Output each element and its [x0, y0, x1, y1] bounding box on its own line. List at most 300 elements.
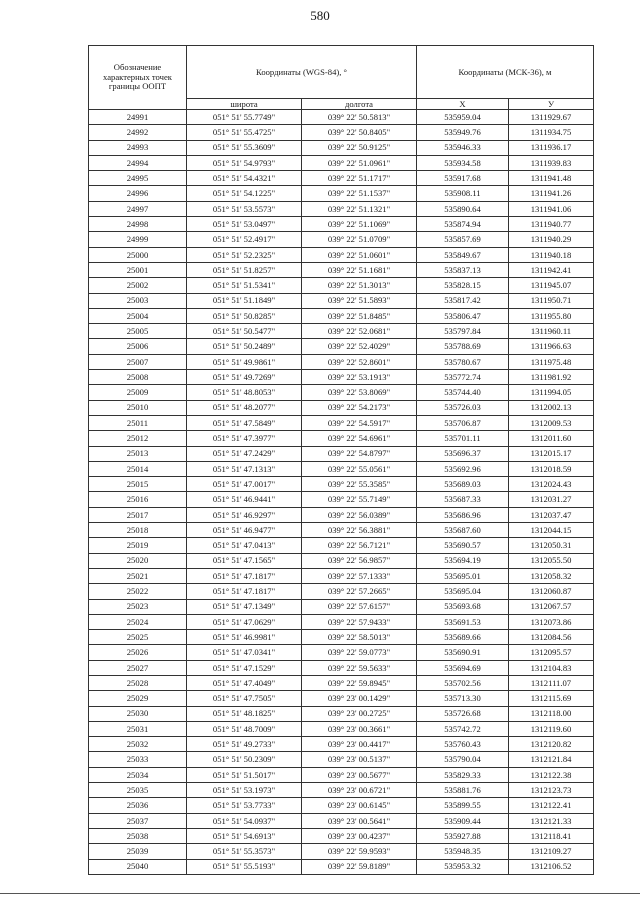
table-row [89, 568, 594, 583]
longitude-cell: 039° 22' 51.1321" [302, 201, 417, 216]
latitude-cell: 051° 51' 47.0341" [187, 645, 302, 660]
y-cell: 1311941.06 [509, 201, 594, 216]
latitude-cell: 051° 51' 47.1313" [187, 461, 302, 476]
longitude-cell: 039° 22' 57.2665" [302, 584, 417, 599]
latitude-cell: 051° 51' 51.1849" [187, 293, 302, 308]
x-cell: 535927.88 [417, 828, 509, 843]
x-cell: 535772.74 [417, 370, 509, 385]
y-cell: 1311929.67 [509, 110, 594, 125]
table-row [89, 691, 594, 706]
x-cell: 535686.96 [417, 507, 509, 522]
longitude-cell: 039° 22' 52.0681" [302, 324, 417, 339]
table-body [89, 110, 594, 875]
table-row [89, 553, 594, 568]
table-row [89, 262, 594, 277]
latitude-cell: 051° 51' 48.7009" [187, 721, 302, 736]
x-cell: 535881.76 [417, 783, 509, 798]
latitude-cell: 051° 51' 55.3609" [187, 140, 302, 155]
y-cell: 1311941.48 [509, 171, 594, 186]
latitude-cell: 051° 51' 47.5849" [187, 415, 302, 430]
longitude-cell: 039° 22' 57.1333" [302, 568, 417, 583]
latitude-cell: 051° 51' 46.9297" [187, 507, 302, 522]
table-row [89, 431, 594, 446]
longitude-cell: 039° 22' 58.5013" [302, 630, 417, 645]
point-id-cell: 25001 [89, 262, 187, 277]
x-cell: 535959.04 [417, 110, 509, 125]
longitude-cell: 039° 22' 53.8069" [302, 385, 417, 400]
longitude-cell: 039° 23' 00.2725" [302, 706, 417, 721]
x-cell: 535690.91 [417, 645, 509, 660]
latitude-cell: 051° 51' 55.4725" [187, 125, 302, 140]
y-cell: 1311941.26 [509, 186, 594, 201]
x-cell: 535696.37 [417, 446, 509, 461]
latitude-cell: 051° 51' 53.5573" [187, 201, 302, 216]
x-cell: 535949.76 [417, 125, 509, 140]
table-row [89, 783, 594, 798]
table-row [89, 110, 594, 125]
x-cell: 535934.58 [417, 155, 509, 170]
latitude-cell: 051° 51' 48.8053" [187, 385, 302, 400]
latitude-cell: 051° 51' 55.5193" [187, 859, 302, 874]
point-id-cell: 25038 [89, 828, 187, 843]
table-row [89, 614, 594, 629]
x-cell: 535806.47 [417, 308, 509, 323]
point-id-cell: 25005 [89, 324, 187, 339]
point-id-cell: 25029 [89, 691, 187, 706]
y-cell: 1312031.27 [509, 492, 594, 507]
point-id-cell: 25033 [89, 752, 187, 767]
latitude-cell: 051° 51' 47.1529" [187, 660, 302, 675]
x-cell: 535695.01 [417, 568, 509, 583]
longitude-cell: 039° 22' 51.1537" [302, 186, 417, 201]
y-cell: 1312050.31 [509, 538, 594, 553]
latitude-cell: 051° 51' 55.3573" [187, 844, 302, 859]
page-number: 580 [310, 8, 330, 23]
point-id-cell: 25002 [89, 278, 187, 293]
table-row [89, 324, 594, 339]
point-id-cell: 25037 [89, 813, 187, 828]
y-cell: 1312055.50 [509, 553, 594, 568]
point-id-cell: 25006 [89, 339, 187, 354]
longitude-cell: 039° 22' 56.7121" [302, 538, 417, 553]
table-row [89, 461, 594, 476]
y-cell: 1312104.83 [509, 660, 594, 675]
header-x: X [417, 99, 509, 110]
table-row [89, 217, 594, 232]
table-row [89, 645, 594, 660]
table-row [89, 201, 594, 216]
y-cell: 1312002.13 [509, 400, 594, 415]
table-row [89, 706, 594, 721]
x-cell: 535687.60 [417, 523, 509, 538]
latitude-cell: 051° 51' 53.7733" [187, 798, 302, 813]
latitude-cell: 051° 51' 55.7749" [187, 110, 302, 125]
point-id-cell: 25017 [89, 507, 187, 522]
x-cell: 535693.68 [417, 599, 509, 614]
latitude-cell: 051° 51' 51.5341" [187, 278, 302, 293]
longitude-cell: 039° 23' 00.5137" [302, 752, 417, 767]
latitude-cell: 051° 51' 47.1565" [187, 553, 302, 568]
latitude-cell: 051° 51' 53.0497" [187, 217, 302, 232]
x-cell: 535744.40 [417, 385, 509, 400]
y-cell: 1312121.84 [509, 752, 594, 767]
point-id-cell: 25019 [89, 538, 187, 553]
latitude-cell: 051° 51' 52.4917" [187, 232, 302, 247]
y-cell: 1312111.07 [509, 675, 594, 690]
header-point: Обозначение характерных точек границы ООПТ [89, 46, 187, 110]
latitude-cell: 051° 51' 54.4321" [187, 171, 302, 186]
latitude-cell: 051° 51' 47.3977" [187, 431, 302, 446]
y-cell: 1311994.05 [509, 385, 594, 400]
y-cell: 1312073.86 [509, 614, 594, 629]
latitude-cell: 051° 51' 47.2429" [187, 446, 302, 461]
table-row [89, 446, 594, 461]
x-cell: 535829.33 [417, 767, 509, 782]
longitude-cell: 039° 22' 57.9433" [302, 614, 417, 629]
longitude-cell: 039° 23' 00.1429" [302, 691, 417, 706]
x-cell: 535797.84 [417, 324, 509, 339]
table-row [89, 339, 594, 354]
x-cell: 535874.94 [417, 217, 509, 232]
point-id-cell: 25032 [89, 737, 187, 752]
table-row [89, 492, 594, 507]
y-cell: 1311939.83 [509, 155, 594, 170]
y-cell: 1312120.82 [509, 737, 594, 752]
longitude-cell: 039° 22' 52.8601" [302, 354, 417, 369]
longitude-cell: 039° 22' 51.3013" [302, 278, 417, 293]
point-id-cell: 25013 [89, 446, 187, 461]
point-id-cell: 25009 [89, 385, 187, 400]
point-id-cell: 25036 [89, 798, 187, 813]
y-cell: 1312118.00 [509, 706, 594, 721]
longitude-cell: 039° 22' 51.5893" [302, 293, 417, 308]
table-row [89, 813, 594, 828]
latitude-cell: 051° 51' 49.9861" [187, 354, 302, 369]
table-row [89, 507, 594, 522]
y-cell: 1312106.52 [509, 859, 594, 874]
latitude-cell: 051° 51' 50.2489" [187, 339, 302, 354]
longitude-cell: 039° 22' 59.8189" [302, 859, 417, 874]
latitude-cell: 051° 51' 51.8257" [187, 262, 302, 277]
table-row [89, 140, 594, 155]
table-row [89, 798, 594, 813]
table-row [89, 415, 594, 430]
longitude-cell: 039° 23' 00.5677" [302, 767, 417, 782]
y-cell: 1311942.41 [509, 262, 594, 277]
x-cell: 535689.03 [417, 477, 509, 492]
longitude-cell: 039° 22' 55.3585" [302, 477, 417, 492]
point-id-cell: 25034 [89, 767, 187, 782]
y-cell: 1312044.15 [509, 523, 594, 538]
point-id-cell: 25025 [89, 630, 187, 645]
table-row [89, 737, 594, 752]
longitude-cell: 039° 22' 51.1681" [302, 262, 417, 277]
point-id-cell: 24998 [89, 217, 187, 232]
x-cell: 535687.33 [417, 492, 509, 507]
point-id-cell: 25035 [89, 783, 187, 798]
point-id-cell: 25023 [89, 599, 187, 614]
latitude-cell: 051° 51' 49.7269" [187, 370, 302, 385]
y-cell: 1312119.60 [509, 721, 594, 736]
y-cell: 1312037.47 [509, 507, 594, 522]
point-id-cell: 25020 [89, 553, 187, 568]
longitude-cell: 039° 23' 00.4237" [302, 828, 417, 843]
point-id-cell: 24999 [89, 232, 187, 247]
point-id-cell: 25014 [89, 461, 187, 476]
point-id-cell: 25024 [89, 614, 187, 629]
longitude-cell: 039° 22' 57.6157" [302, 599, 417, 614]
table-row [89, 859, 594, 874]
point-id-cell: 24996 [89, 186, 187, 201]
y-cell: 1311975.48 [509, 354, 594, 369]
point-id-cell: 25031 [89, 721, 187, 736]
x-cell: 535692.96 [417, 461, 509, 476]
table-row [89, 538, 594, 553]
point-id-cell: 24994 [89, 155, 187, 170]
point-id-cell: 25028 [89, 675, 187, 690]
x-cell: 535742.72 [417, 721, 509, 736]
table-row [89, 844, 594, 859]
point-id-cell: 25039 [89, 844, 187, 859]
longitude-cell: 039° 22' 54.5917" [302, 415, 417, 430]
latitude-cell: 051° 51' 52.2325" [187, 247, 302, 262]
point-id-cell: 25008 [89, 370, 187, 385]
table-row [89, 721, 594, 736]
table-row [89, 400, 594, 415]
longitude-cell: 039° 22' 50.5813" [302, 110, 417, 125]
longitude-cell: 039° 23' 00.6145" [302, 798, 417, 813]
y-cell: 1312121.33 [509, 813, 594, 828]
point-id-cell: 25016 [89, 492, 187, 507]
longitude-cell: 039° 22' 54.2173" [302, 400, 417, 415]
point-id-cell: 25000 [89, 247, 187, 262]
coordinates-table [88, 45, 594, 875]
latitude-cell: 051° 51' 54.6913" [187, 828, 302, 843]
point-id-cell: 24997 [89, 201, 187, 216]
longitude-cell: 039° 22' 51.0961" [302, 155, 417, 170]
x-cell: 535817.42 [417, 293, 509, 308]
longitude-cell: 039° 22' 59.9593" [302, 844, 417, 859]
table-row [89, 155, 594, 170]
latitude-cell: 051° 51' 48.2077" [187, 400, 302, 415]
y-cell: 1311950.71 [509, 293, 594, 308]
latitude-cell: 051° 51' 47.1349" [187, 599, 302, 614]
header-latitude: широта [187, 99, 302, 110]
y-cell: 1312109.27 [509, 844, 594, 859]
y-cell: 1311940.29 [509, 232, 594, 247]
latitude-cell: 051° 51' 53.1973" [187, 783, 302, 798]
point-id-cell: 25026 [89, 645, 187, 660]
point-id-cell: 24991 [89, 110, 187, 125]
table-row [89, 278, 594, 293]
latitude-cell: 051° 51' 47.0413" [187, 538, 302, 553]
table-row [89, 630, 594, 645]
latitude-cell: 051° 51' 48.1825" [187, 706, 302, 721]
latitude-cell: 051° 51' 47.1817" [187, 568, 302, 583]
longitude-cell: 039° 22' 50.9125" [302, 140, 417, 155]
header-msk36: Координаты (МСК-36), м [417, 46, 594, 99]
bottom-divider [0, 893, 640, 894]
y-cell: 1311940.77 [509, 217, 594, 232]
table-row [89, 660, 594, 675]
x-cell: 535695.04 [417, 584, 509, 599]
x-cell: 535837.13 [417, 262, 509, 277]
y-cell: 1312122.38 [509, 767, 594, 782]
y-cell: 1312009.53 [509, 415, 594, 430]
point-id-cell: 24992 [89, 125, 187, 140]
y-cell: 1311945.07 [509, 278, 594, 293]
point-id-cell: 25018 [89, 523, 187, 538]
longitude-cell: 039° 22' 51.8485" [302, 308, 417, 323]
latitude-cell: 051° 51' 47.4049" [187, 675, 302, 690]
longitude-cell: 039° 22' 55.7149" [302, 492, 417, 507]
longitude-cell: 039° 22' 54.8797" [302, 446, 417, 461]
x-cell: 535948.35 [417, 844, 509, 859]
longitude-cell: 039° 22' 53.1913" [302, 370, 417, 385]
y-cell: 1312122.41 [509, 798, 594, 813]
latitude-cell: 051° 51' 54.0937" [187, 813, 302, 828]
longitude-cell: 039° 22' 59.5633" [302, 660, 417, 675]
latitude-cell: 051° 51' 46.9477" [187, 523, 302, 538]
x-cell: 535828.15 [417, 278, 509, 293]
point-id-cell: 25030 [89, 706, 187, 721]
y-cell: 1311934.75 [509, 125, 594, 140]
header-wgs84: Координаты (WGS-84), ° [187, 46, 417, 99]
table-row [89, 247, 594, 262]
y-cell: 1312123.73 [509, 783, 594, 798]
x-cell: 535780.67 [417, 354, 509, 369]
y-cell: 1312060.87 [509, 584, 594, 599]
table-row [89, 293, 594, 308]
x-cell: 535760.43 [417, 737, 509, 752]
point-id-cell: 24995 [89, 171, 187, 186]
header-row-main [89, 46, 594, 99]
latitude-cell: 051° 51' 49.2733" [187, 737, 302, 752]
table-row [89, 477, 594, 492]
y-cell: 1311966.63 [509, 339, 594, 354]
x-cell: 535726.03 [417, 400, 509, 415]
latitude-cell: 051° 51' 47.0629" [187, 614, 302, 629]
latitude-cell: 051° 51' 46.9441" [187, 492, 302, 507]
table-row [89, 767, 594, 782]
header-y: У [509, 99, 594, 110]
table-row [89, 599, 594, 614]
longitude-cell: 039° 22' 54.6961" [302, 431, 417, 446]
point-id-cell: 25022 [89, 584, 187, 599]
y-cell: 1312018.59 [509, 461, 594, 476]
point-id-cell: 25027 [89, 660, 187, 675]
latitude-cell: 051° 51' 51.5017" [187, 767, 302, 782]
header-longitude: долгота [302, 99, 417, 110]
table-row [89, 171, 594, 186]
latitude-cell: 051° 51' 50.5477" [187, 324, 302, 339]
table-row [89, 370, 594, 385]
longitude-cell: 039° 23' 00.3661" [302, 721, 417, 736]
latitude-cell: 051° 51' 47.0017" [187, 477, 302, 492]
y-cell: 1312058.32 [509, 568, 594, 583]
point-id-cell: 25011 [89, 415, 187, 430]
point-id-cell: 25015 [89, 477, 187, 492]
y-cell: 1312084.56 [509, 630, 594, 645]
longitude-cell: 039° 22' 56.0389" [302, 507, 417, 522]
latitude-cell: 051° 51' 54.9793" [187, 155, 302, 170]
y-cell: 1311981.92 [509, 370, 594, 385]
x-cell: 535691.53 [417, 614, 509, 629]
point-id-cell: 25004 [89, 308, 187, 323]
point-id-cell: 25010 [89, 400, 187, 415]
table-row [89, 828, 594, 843]
x-cell: 535849.67 [417, 247, 509, 262]
x-cell: 535790.04 [417, 752, 509, 767]
y-cell: 1312024.43 [509, 477, 594, 492]
y-cell: 1312067.57 [509, 599, 594, 614]
longitude-cell: 039° 23' 00.6721" [302, 783, 417, 798]
longitude-cell: 039° 22' 55.0561" [302, 461, 417, 476]
y-cell: 1311955.80 [509, 308, 594, 323]
longitude-cell: 039° 23' 00.5641" [302, 813, 417, 828]
latitude-cell: 051° 51' 50.2309" [187, 752, 302, 767]
longitude-cell: 039° 22' 59.0773" [302, 645, 417, 660]
longitude-cell: 039° 22' 56.3881" [302, 523, 417, 538]
longitude-cell: 039° 23' 00.4417" [302, 737, 417, 752]
x-cell: 535702.56 [417, 675, 509, 690]
table-row [89, 354, 594, 369]
latitude-cell: 051° 51' 46.9981" [187, 630, 302, 645]
point-id-cell: 25003 [89, 293, 187, 308]
point-id-cell: 25007 [89, 354, 187, 369]
y-cell: 1311936.17 [509, 140, 594, 155]
table-row [89, 232, 594, 247]
latitude-cell: 051° 51' 47.1817" [187, 584, 302, 599]
x-cell: 535899.55 [417, 798, 509, 813]
x-cell: 535701.11 [417, 431, 509, 446]
y-cell: 1312115.69 [509, 691, 594, 706]
point-id-cell: 24993 [89, 140, 187, 155]
longitude-cell: 039° 22' 56.9857" [302, 553, 417, 568]
latitude-cell: 051° 51' 54.1225" [187, 186, 302, 201]
table-row [89, 125, 594, 140]
x-cell: 535788.69 [417, 339, 509, 354]
latitude-cell: 051° 51' 50.8285" [187, 308, 302, 323]
longitude-cell: 039° 22' 51.0709" [302, 232, 417, 247]
x-cell: 535917.68 [417, 171, 509, 186]
x-cell: 535953.32 [417, 859, 509, 874]
table-row [89, 752, 594, 767]
x-cell: 535706.87 [417, 415, 509, 430]
x-cell: 535694.19 [417, 553, 509, 568]
table-row [89, 308, 594, 323]
y-cell: 1312011.60 [509, 431, 594, 446]
longitude-cell: 039° 22' 52.4029" [302, 339, 417, 354]
point-id-cell: 25012 [89, 431, 187, 446]
table-row [89, 385, 594, 400]
x-cell: 535726.68 [417, 706, 509, 721]
y-cell: 1312118.41 [509, 828, 594, 843]
y-cell: 1311960.11 [509, 324, 594, 339]
x-cell: 535713.30 [417, 691, 509, 706]
y-cell: 1312095.57 [509, 645, 594, 660]
y-cell: 1312015.17 [509, 446, 594, 461]
longitude-cell: 039° 22' 50.8405" [302, 125, 417, 140]
x-cell: 535694.69 [417, 660, 509, 675]
table-row [89, 675, 594, 690]
x-cell: 535689.66 [417, 630, 509, 645]
longitude-cell: 039° 22' 51.1069" [302, 217, 417, 232]
table-row [89, 186, 594, 201]
point-id-cell: 25021 [89, 568, 187, 583]
x-cell: 535690.57 [417, 538, 509, 553]
x-cell: 535908.11 [417, 186, 509, 201]
